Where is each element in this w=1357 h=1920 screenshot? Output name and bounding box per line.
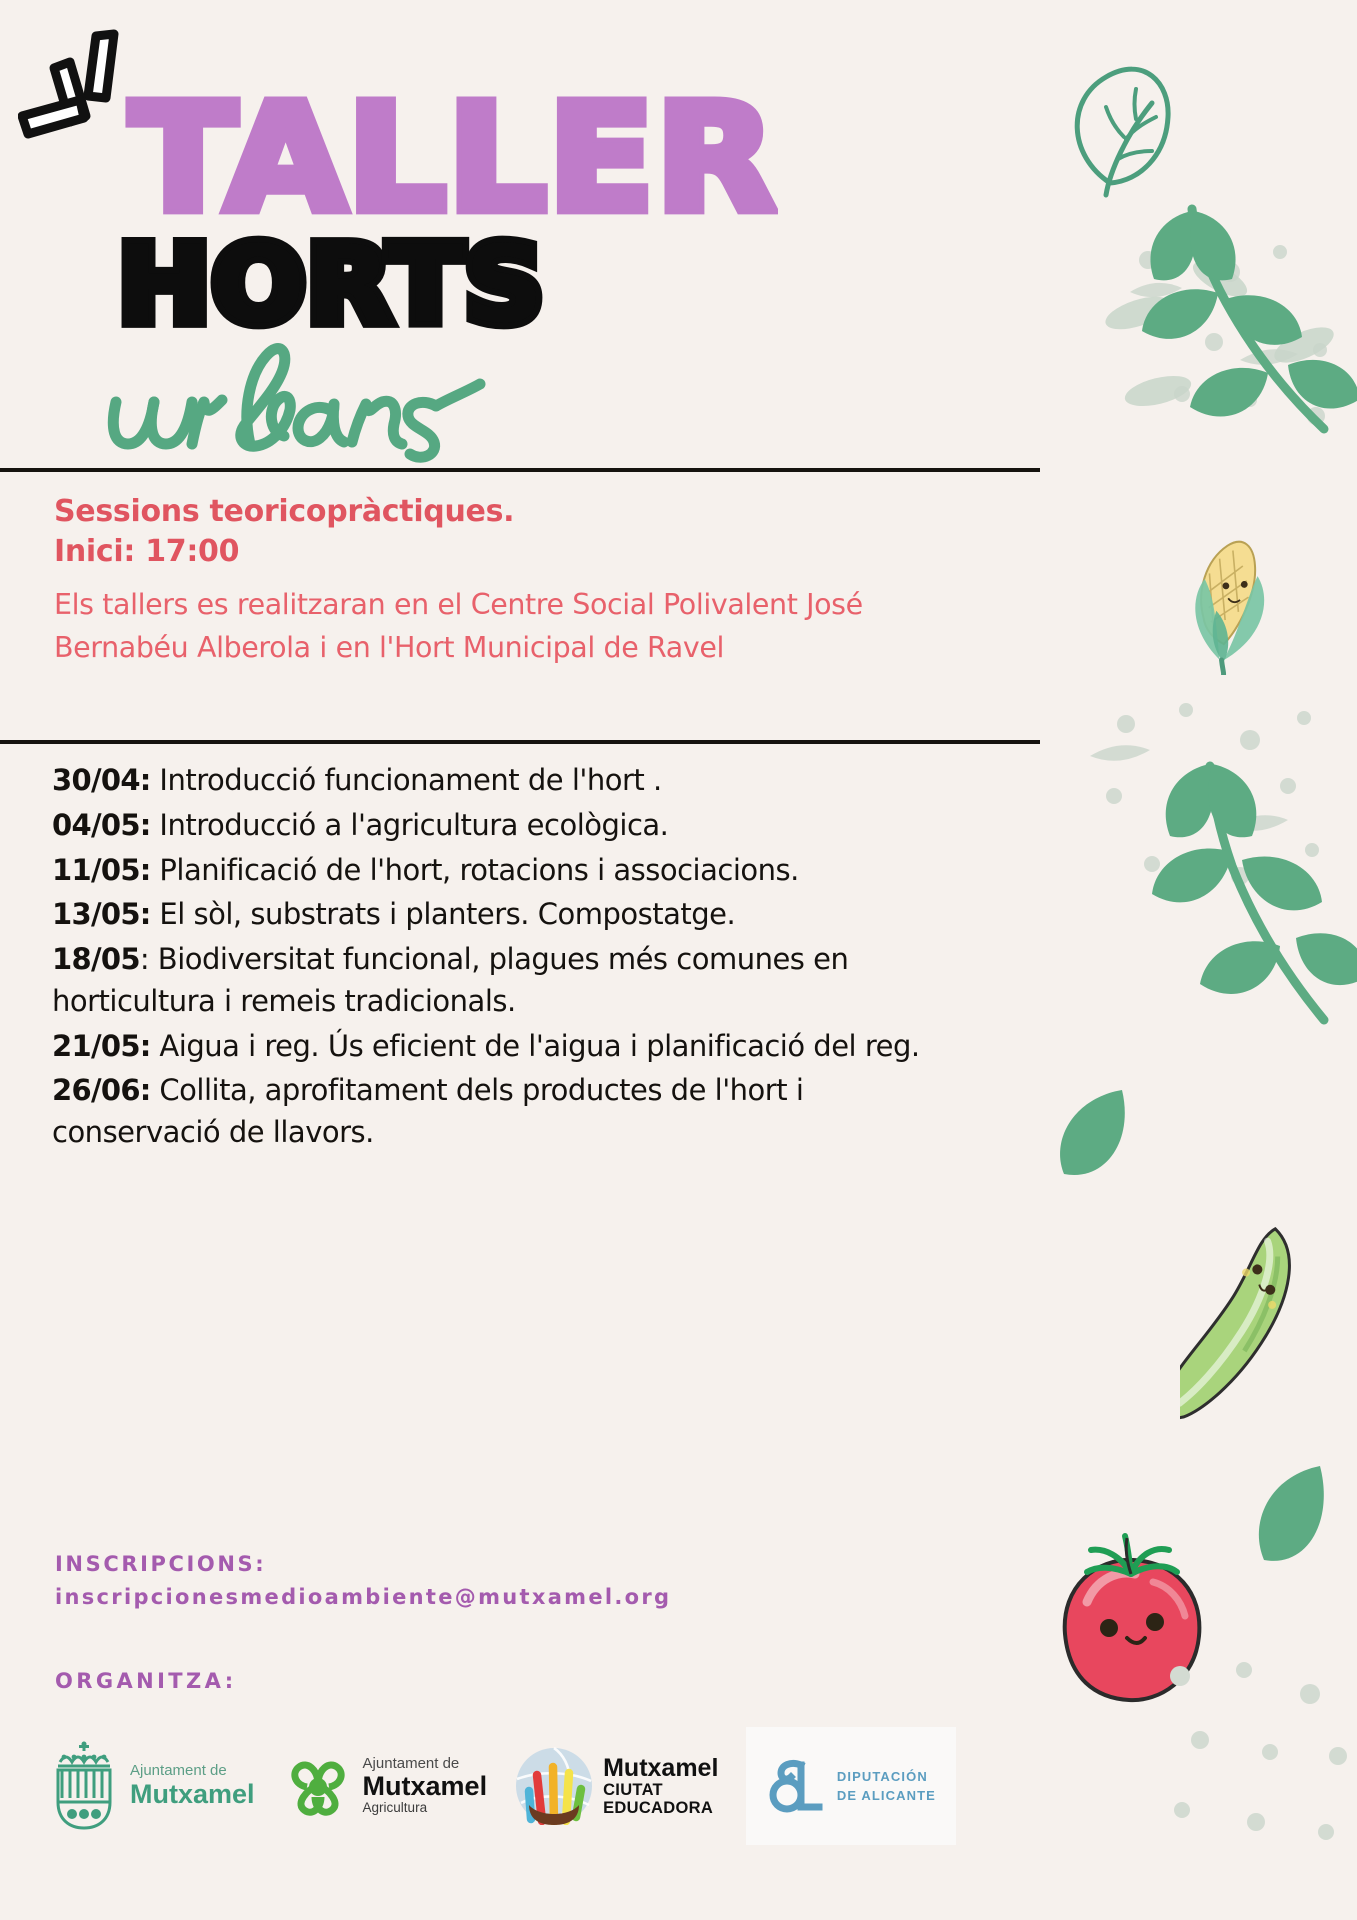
schedule-date: 21/05: — [52, 1028, 151, 1063]
logo-line-diputacion: DIPUTACIÓN — [836, 1768, 928, 1784]
schedule-text: El sòl, substrats i planters. Compostatge. — [150, 897, 736, 932]
session-heading-line2: Inici: 17:00 — [54, 533, 240, 569]
schedule-item — [52, 1026, 957, 1068]
mutxamel-shield-icon — [48, 1740, 120, 1832]
logo-mutxamel-ciutat-educadora — [515, 1747, 718, 1825]
logo-line-alicante: DE ALICANTE — [836, 1788, 936, 1803]
inscriptions-block — [55, 1548, 885, 1613]
leaf-icon — [1248, 1460, 1338, 1580]
schedule-item — [52, 1070, 957, 1154]
divider-top — [0, 468, 1040, 472]
leafy-branch-icon — [1098, 195, 1357, 455]
logo-title: Mutxamel — [130, 1778, 255, 1809]
schedule-date: 18/05 — [52, 942, 140, 976]
leaf-outline-icon — [1048, 55, 1178, 205]
schedule-text: Planificació de l'hort, rotacions i associacions. — [150, 852, 799, 887]
schedule-date: 04/05: — [52, 807, 151, 842]
organiza-label: ORGANITZA: — [55, 1669, 237, 1693]
divider-bottom — [0, 740, 1040, 744]
logo-line-educadora: EDUCADORA — [603, 1798, 714, 1817]
inscriptions-label: INSCRIPCIONS: — [55, 1552, 267, 1576]
logo-subtitle: Ajuntament de — [130, 1762, 227, 1780]
session-heading-line1: Sessions teoricopràctiques. — [54, 494, 515, 529]
schedule-text: Introducció funcionament de l'hort . — [150, 763, 662, 797]
schedule-date: 30/04: — [52, 763, 151, 797]
logo-mutxamel-agricultura — [283, 1751, 488, 1821]
colored-hand-globe-icon — [515, 1747, 593, 1825]
schedule-item — [52, 894, 957, 936]
schedule-item — [52, 760, 957, 802]
schedule-date: 11/05: — [52, 852, 151, 887]
poster-header — [0, 0, 1060, 560]
logo-diputacion-alicante — [746, 1727, 956, 1845]
schedule-text: Aigua i reg. Ús eficient de l'aigua i planificació del reg. — [150, 1028, 920, 1063]
schedule-item — [52, 805, 957, 847]
clover-icon — [283, 1751, 353, 1821]
logo-department: Agricultura — [362, 1800, 428, 1816]
schedule-text: Introducció a l'agricultura ecològica. — [150, 807, 669, 842]
speckle-dots — [1090, 700, 1340, 910]
inscriptions-email[interactable]: inscripcionesmedioambiente@mutxamel.org — [55, 1584, 672, 1609]
schedule-list — [52, 760, 957, 1157]
logo-title: Mutxamel — [603, 1753, 719, 1782]
logo-text — [130, 1763, 255, 1808]
logo-subtitle: Ajuntament de — [362, 1755, 460, 1773]
corn-cob-icon — [1188, 525, 1278, 675]
logo-ajuntament-mutxamel — [48, 1740, 255, 1832]
speckle-dots — [1160, 1660, 1357, 1850]
speckle-dots — [1130, 230, 1357, 430]
leaf-icon — [1048, 1082, 1138, 1192]
page-title-taller: TALLER — [130, 72, 777, 246]
session-info — [54, 492, 934, 669]
page-title-urbans — [100, 340, 520, 470]
leafy-branch-icon — [1110, 740, 1357, 1040]
schedule-date: 26/06: — [52, 1073, 151, 1108]
schedule-item — [52, 939, 957, 1023]
logo-title: Mutxamel — [362, 1771, 488, 1802]
logo-text — [603, 1755, 718, 1818]
tomato-icon — [1035, 1530, 1225, 1720]
organizer-logos — [48, 1716, 1088, 1856]
session-location-text: Els tallers es realitzaran en el Centre Social Polivalent José Bernabéu Alberola i en l'Hort Municipal de Ravel — [54, 587, 863, 664]
schedule-text: : Biodiversitat funcional, plagues més comunes en horticultura i remeis tradicionals. — [52, 942, 849, 1018]
page-title-horts: HORTS — [118, 222, 546, 347]
sparkle-marks-icon — [18, 28, 128, 153]
cucumber-icon — [1180, 1215, 1300, 1445]
logo-text — [837, 1767, 936, 1806]
diputacion-monogram-icon — [767, 1755, 829, 1817]
schedule-date: 13/05: — [52, 897, 151, 932]
logo-line-ciutat: CIUTAT — [603, 1780, 663, 1799]
logo-text — [363, 1756, 488, 1816]
schedule-item — [52, 850, 957, 892]
schedule-text: Collita, aprofitament dels productes de l'hort i conservació de llavors. — [52, 1073, 804, 1149]
